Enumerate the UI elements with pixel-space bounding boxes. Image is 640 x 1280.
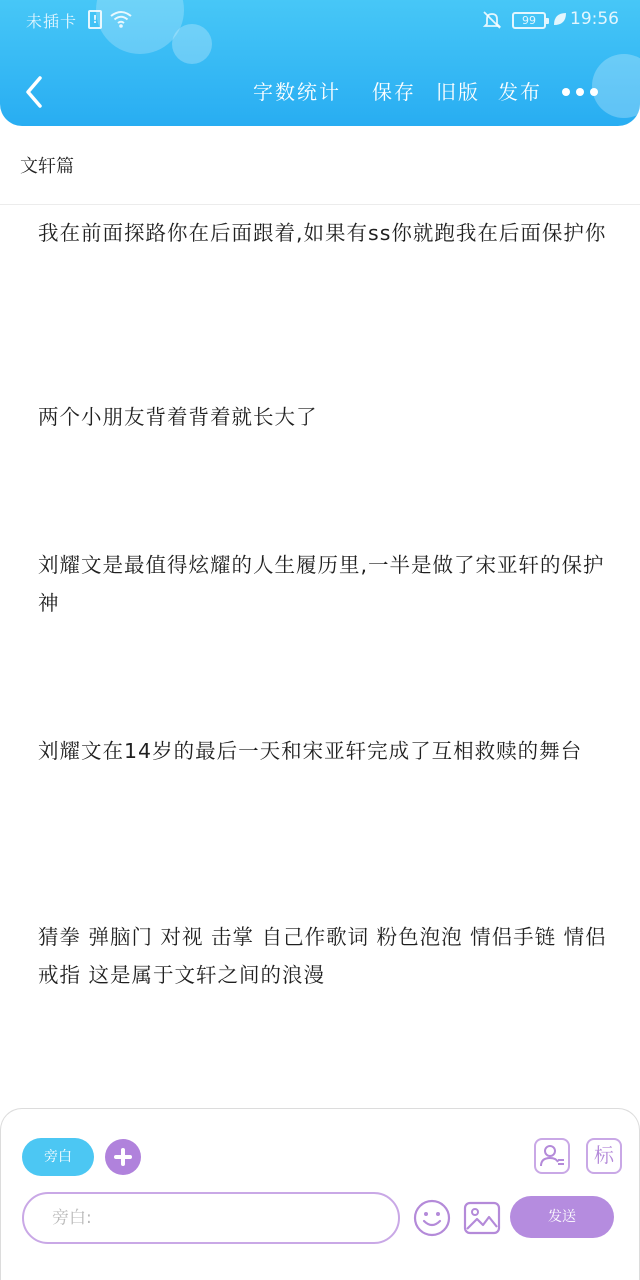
story-paragraph[interactable]: 两个小朋友背着背着就长大了 <box>38 405 318 429</box>
person-card-icon <box>536 1140 568 1172</box>
story-paragraph[interactable]: 猜拳 弹脑门 对视 击掌 自己作歌词 粉色泡泡 情侣手链 情侣戒指 这是属于文轩之间的浪漫 <box>38 925 607 987</box>
save-button[interactable]: 保存 <box>372 80 416 104</box>
more-dots-icon <box>590 88 598 96</box>
emoji-button[interactable] <box>412 1198 452 1238</box>
add-role-button[interactable] <box>105 1139 141 1175</box>
wifi-icon <box>110 10 132 32</box>
send-button[interactable]: 发送 <box>510 1196 614 1238</box>
more-options-button[interactable] <box>560 82 600 102</box>
story-paragraph[interactable]: 我在前面探路你在后面跟着,如果有ss你就跑我在后面保护你 <box>38 221 607 245</box>
sim-alert-icon: ! <box>88 10 102 29</box>
back-button[interactable] <box>18 72 54 112</box>
story-paragraph[interactable]: 刘耀文在14岁的最后一天和宋亚轩完成了互相救赎的舞台 <box>38 739 583 763</box>
word-count-button[interactable]: 字数统计 <box>253 80 341 104</box>
status-bar <box>0 0 640 40</box>
story-paragraph[interactable]: 刘耀文是最值得炫耀的人生履历里,一半是做了宋亚轩的保护神 <box>38 553 605 615</box>
publish-button[interactable]: 发布 <box>498 80 542 104</box>
tag-button[interactable]: 标 <box>586 1138 622 1174</box>
clock: 19:56 <box>570 9 619 29</box>
image-icon <box>462 1198 502 1238</box>
leaf-icon <box>552 11 568 31</box>
role-card-button[interactable] <box>534 1138 570 1174</box>
chevron-left-icon <box>18 72 54 112</box>
top-app-bar <box>0 0 640 126</box>
bell-off-icon <box>482 10 502 34</box>
more-dots-icon <box>562 88 570 96</box>
carrier-label: 未插卡 <box>26 12 78 31</box>
narration-input[interactable]: 旁白: <box>22 1192 400 1244</box>
more-dots-icon <box>576 88 584 96</box>
narration-chip[interactable]: 旁白 <box>22 1138 94 1176</box>
divider <box>0 204 640 205</box>
smiley-icon <box>412 1198 452 1238</box>
image-button[interactable] <box>462 1198 502 1238</box>
old-version-button[interactable]: 旧版 <box>436 80 480 104</box>
document-title[interactable]: 文轩篇 <box>20 156 74 177</box>
battery-icon: 99 <box>512 12 546 29</box>
